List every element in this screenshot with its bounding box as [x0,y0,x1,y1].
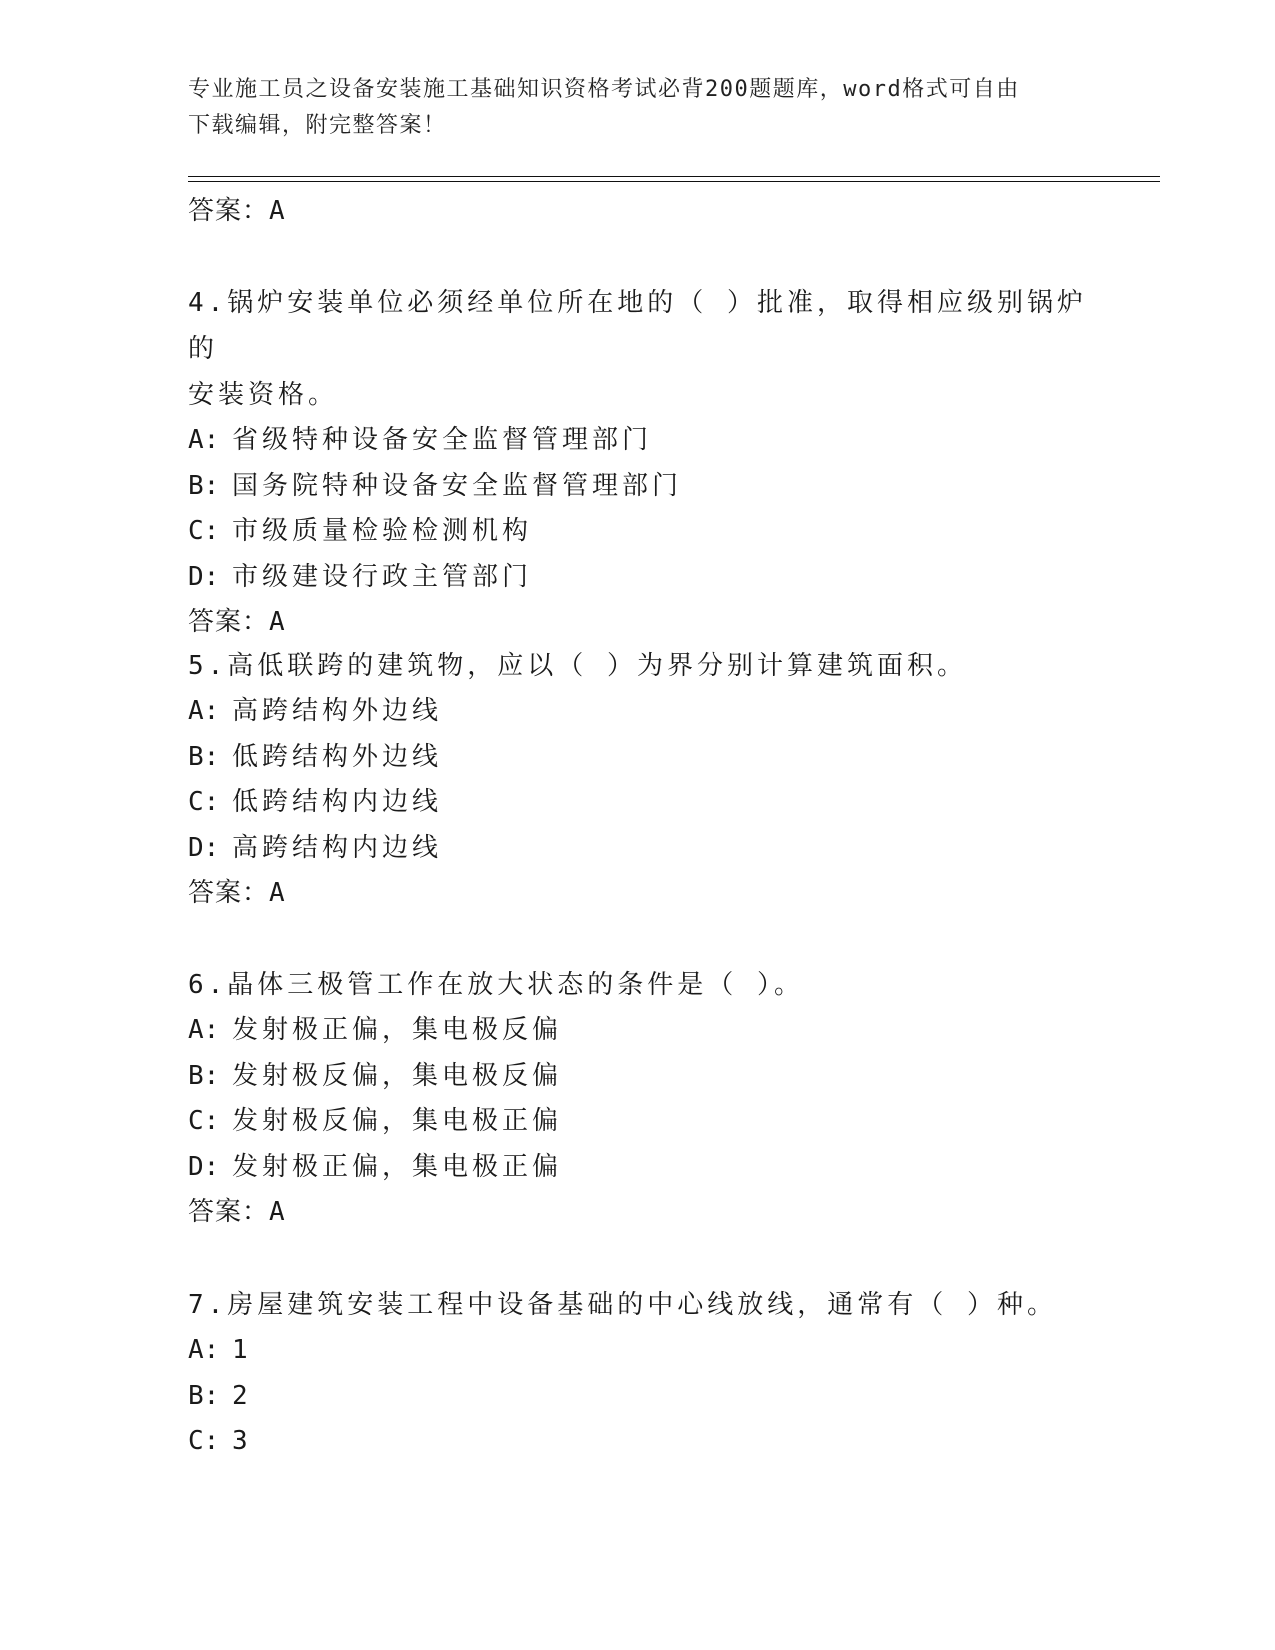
option-text: 市级质量检验检测机构 [232,516,533,546]
question-stem-line-1: 5.高低联跨的建筑物，应以（ ）为界分别计算建筑面积。 [188,651,967,681]
option-text: 1 [232,1335,252,1365]
option-letter: C: [188,1106,220,1136]
question-stem [188,643,1088,689]
question-stem [188,1282,1088,1328]
option-text: 发射极正偏，集电极正偏 [232,1151,563,1182]
question-item [188,643,1088,917]
question-answer: 答案：A [188,878,286,908]
option-letter: B: [188,470,220,501]
option-d [188,555,1088,601]
option-b [188,1374,1088,1420]
question-answer: 答案：A [188,607,286,637]
option-text: 省级特种设备安全监督管理部门 [232,425,653,455]
option-a [188,1328,1088,1374]
option-letter: C: [188,516,220,546]
option-letter: D: [188,1151,220,1182]
option-text: 高跨结构内边线 [232,832,443,863]
option-letter: D: [188,832,220,863]
option-text: 发射极反偏，集电极反偏 [232,1060,563,1091]
header-title-line-2: 下载编辑，附完整答案！ [188,113,447,138]
question-stem [188,280,1088,418]
option-letter: A: [188,1335,220,1365]
option-b [188,464,1088,510]
option-letter: B: [188,1380,220,1411]
question-stem-line-1: 7.房屋建筑安装工程中设备基础的中心线放线，通常有（ ）种。 [188,1290,1057,1320]
option-letter: D: [188,561,220,592]
question-item [188,1282,1088,1465]
option-text: 3 [232,1426,252,1456]
header-title-line-1: 专业施工员之设备安装施工基础知识资格考试必背200题题库，word格式可自由 [188,77,1020,102]
option-text: 低跨结构外边线 [232,741,443,772]
option-text: 高跨结构外边线 [232,696,443,726]
option-d [188,826,1088,872]
option-d [188,1145,1088,1191]
header-divider-bottom [188,181,1160,182]
option-text: 发射极反偏，集电极正偏 [232,1106,563,1136]
option-letter: A: [188,696,220,726]
option-a [188,689,1088,735]
option-letter: A: [188,1015,220,1045]
option-text: 低跨结构内边线 [232,787,443,817]
option-text: 2 [232,1380,252,1411]
option-b [188,1054,1088,1100]
option-letter: B: [188,741,220,772]
option-c [188,1419,1088,1465]
option-a [188,418,1088,464]
option-letter: C: [188,1426,220,1456]
option-text: 国务院特种设备安全监督管理部门 [232,470,683,501]
option-b [188,735,1088,781]
header-divider-top [188,176,1160,177]
option-c [188,509,1088,555]
previous-question-answer: 答案：A [188,196,286,226]
question-stem [188,962,1088,1008]
option-letter: C: [188,787,220,817]
question-item [188,280,1088,646]
question-answer: 答案：A [188,1197,286,1227]
question-stem-line-2: 安装资格。 [188,380,339,410]
question-item [188,962,1088,1236]
document-header [188,72,1068,144]
option-letter: B: [188,1060,220,1091]
option-c [188,1099,1088,1145]
option-text: 市级建设行政主管部门 [232,561,533,592]
option-letter: A: [188,425,220,455]
option-a [188,1008,1088,1054]
option-text: 发射极正偏，集电极反偏 [232,1015,563,1045]
question-stem-line-1: 6.晶体三极管工作在放大状态的条件是（ ）。 [188,970,804,1000]
question-stem-line-1: 4.锅炉安装单位必须经单位所在地的（ ）批准，取得相应级别锅炉的 [188,288,1087,364]
option-c [188,780,1088,826]
